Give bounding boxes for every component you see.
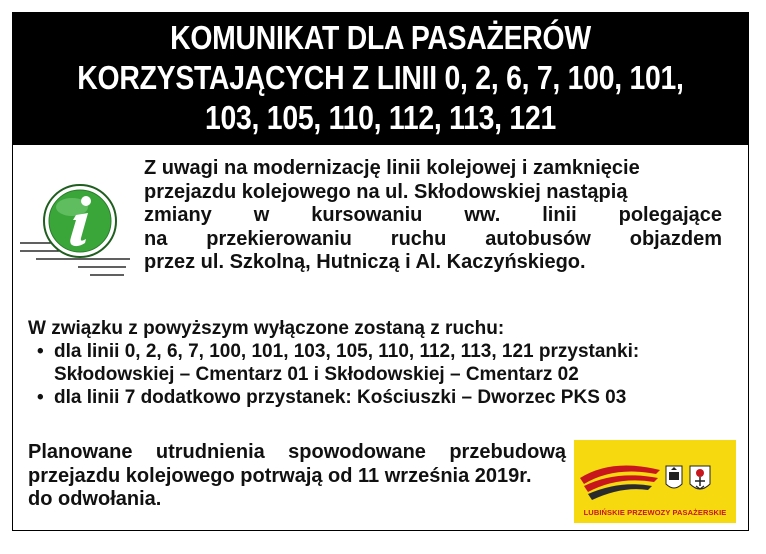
list-item	[28, 340, 738, 386]
planned-paragraph	[28, 441, 566, 512]
closures-list	[28, 340, 738, 409]
intro-line: przez ul. Szkolną, Hutniczą i Al. Kaczyńskiego.	[144, 251, 586, 273]
operator-logo	[574, 440, 736, 523]
planned-line: przejazdu kolejowego potrwają od 11 września 2019r.	[28, 464, 532, 487]
closure-line: Skłodowskiej – Cmentarz 01 i Skłodowskiej – Cmentarz 02	[54, 364, 579, 385]
planned-line: Planowane utrudnienia spowodowane przebudową	[28, 441, 566, 463]
intro-line: zmiany w kursowaniu ww. linii polegające	[144, 204, 722, 226]
planned-line: do odwołania.	[28, 488, 162, 510]
header-title: KOMUNIKAT DLA PASAŻERÓW	[170, 19, 591, 56]
notice-header	[12, 12, 749, 145]
info-icon-glyph: i	[20, 183, 21, 184]
header-lines-row1: KORZYSTAJĄCYCH Z LINII 0, 2, 6, 7, 100, 101,	[77, 59, 684, 96]
intro-line: przejazdu kolejowego na ul. Skłodowskiej nastąpią	[144, 180, 628, 203]
closure-line: • dla linii 0, 2, 6, 7, 100, 101, 103, 105, 110, 112, 113, 121 przystanki:	[54, 341, 640, 362]
intro-line: Z uwagi na modernizację linii kolejowej i zamknięcie	[144, 157, 640, 179]
train-emblem-icon	[574, 440, 736, 510]
logo-caption: LUBIŃSKIE PRZEWOZY PASAŻERSKIE	[583, 508, 727, 517]
info-icon	[20, 183, 132, 281]
header-lines-row2: 103, 105, 110, 112, 113, 121	[204, 99, 557, 136]
closures-section	[28, 317, 738, 409]
intro-line: na przekierowaniu ruchu autobusów objazdem	[144, 227, 722, 250]
closures-lead: W związku z powyższym wyłączone zostaną z ruchu:	[28, 318, 505, 339]
list-item	[28, 386, 738, 409]
intro-paragraph	[144, 157, 722, 275]
closure-line: • dla linii 7 dodatkowo przystanek: Kościuszki – Dworzec PKS 03	[54, 387, 627, 408]
